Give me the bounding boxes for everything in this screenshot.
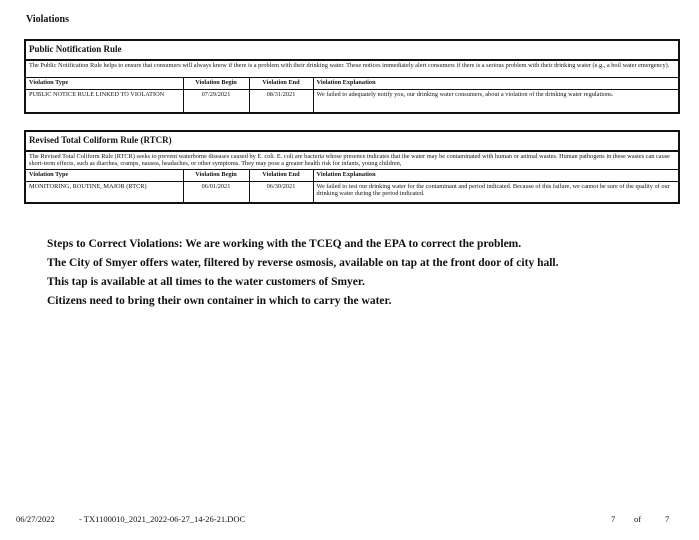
violations-table: [26, 170, 678, 202]
header-violation-end: Violation End: [249, 170, 313, 182]
violations-heading: Violations: [26, 14, 69, 25]
steps-line: Steps to Correct Violations: We are working with the TCEQ and the EPA to correct the problem.: [47, 238, 522, 250]
violation-end: 08/31/2021: [249, 90, 313, 112]
header-violation-explanation: Violation Explanation: [313, 170, 678, 182]
header-violation-begin: Violation Begin: [183, 170, 249, 182]
steps-to-correct: [47, 235, 558, 311]
footer-total-pages: 7: [665, 514, 670, 524]
violation-type: MONITORING, ROUTINE, MAJOR (RTCR): [26, 182, 183, 202]
section-description: The Revised Total Coliform Rule (RTCR) seeks to prevent waterborne diseases caused by E. coli. E. coli are bacteria whose presence indicates that the water may be contaminated with human or animal wastes. Human pathogens in these wastes can cause short-term effects, such as diarrhea, cramps, nausea, headaches, or other symptoms. They may pose a greater health risk for infants, young children,: [26, 152, 678, 170]
violation-explanation: We failed to test our drinking water for the contaminant and period indicated. Because of this failure, we cannot be sure of the quality of our drinking water during the period indicated.: [316, 183, 670, 198]
header-violation-type: Violation Type: [26, 170, 183, 182]
header-violation-type: Violation Type: [26, 78, 183, 90]
violation-end: 06/30/2021: [249, 182, 313, 202]
violations-table: [26, 78, 678, 112]
footer-page-number: 7: [611, 514, 616, 524]
public-notification-section: [24, 39, 680, 114]
header-violation-begin: Violation Begin: [183, 78, 249, 90]
violation-begin: 07/29/2021: [183, 90, 249, 112]
steps-line: Citizens need to bring their own container in which to carry the water.: [47, 295, 392, 307]
section-title: Public Notification Rule: [26, 41, 678, 61]
section-description: The Public Notification Rule helps to ensure that consumers will always know if there is a problem with their drinking water. These notices immediately alert consumers if there is a serious problem with their drinking water (e.g., a boil water emergency).: [26, 61, 678, 78]
steps-line: This tap is available at all times to the water customers of Smyer.: [47, 276, 365, 288]
footer-filename: - TX1100010_2021_2022-06-27_14-26-21.DOC: [79, 514, 246, 524]
header-violation-end: Violation End: [249, 78, 313, 90]
rtcr-section: [24, 130, 680, 204]
footer-of: of: [634, 514, 642, 524]
table-row: [26, 182, 678, 202]
violation-begin: 06/01/2021: [183, 182, 249, 202]
section-title: Revised Total Coliform Rule (RTCR): [26, 132, 678, 152]
violation-type: PUBLIC NOTICE RULE LINKED TO VIOLATION: [26, 90, 183, 112]
header-violation-explanation: Violation Explanation: [313, 78, 678, 90]
table-row: [26, 90, 678, 112]
steps-line: The City of Smyer offers water, filtered by reverse osmosis, available on tap at the front door of city hall.: [47, 257, 559, 269]
violation-explanation: We failed to adequately notify you, our drinking water consumers, about a violation of the drinking water regulations.: [316, 91, 614, 98]
footer-date: 06/27/2022: [16, 514, 55, 524]
